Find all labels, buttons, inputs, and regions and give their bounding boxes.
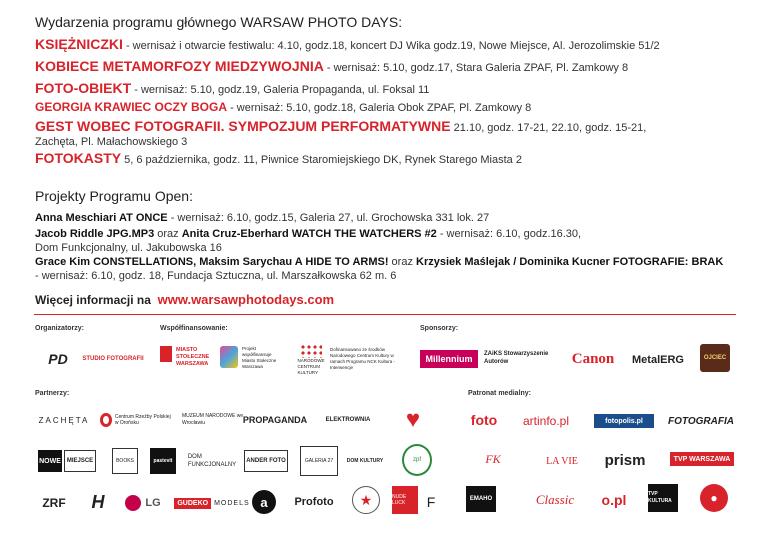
models-text: MODELS [214,499,250,507]
propaganda-logo: PROPAGANDA [242,415,308,425]
media-label: Patronat medialny: [468,390,532,397]
muzeum-logo: MUZEUM NARODOWE we Wrocławiu [182,413,244,426]
miejsce-logo: MIEJSCE [64,450,96,472]
ander-foto-logo: ANDER FOTO [244,450,288,472]
open-desc: - wernisaż: 6.10, godz.15, Galeria 27, ul. Grochowska 331 lok. 27 [167,212,490,224]
open-desc-cont: Dom Funkcjonalny, ul. Jakubowska 16 [35,242,222,254]
partners-label: Partnerzy: [35,390,70,397]
nude-luck-logo: NUDE LUCK [392,486,418,514]
zacheta-logo: ZACHĘTA [38,415,90,425]
gudeko-logo [177,494,250,512]
dom-funkcjonalny-logo: DOM FUNKCJONALNY [187,454,237,468]
classic-logo: Classic [535,492,575,507]
nck-cofinance-text: Dofinansowano ze środków Narodowego Centrum Kultury w ramach Programu NCK Kultura - Interwencje [330,347,396,370]
a-logo: a [252,490,276,514]
cofinancing-label: Współfinansowanie: [160,325,228,332]
warsaw-logo: MIASTO STOŁECZNE WARSZAWA [176,346,210,367]
website-link[interactable]: www.warsawphotodays.com [157,292,335,307]
event-title: FOTOKASTY [35,150,122,166]
elektrownia-logo: ELEKTROWNIA [325,417,371,423]
oronsko-text: Centrum Rzeźby Polskiej w Orońsku [114,414,171,426]
fork-icon: F [426,494,436,510]
open-line [35,212,489,224]
event-desc: - wernisaż i otwarcie festiwalu: 4.10, godz.18, koncert DJ Wika godz.19, Nowe Miejsce, Al. Jerozolimskie 51/2 [122,40,660,52]
event-line [35,58,628,74]
event-line [35,150,522,166]
open-desc: - wernisaż: 6.10, godz.16.30, [436,228,582,240]
warsaw-crest-icon [160,346,172,362]
event-line [35,36,660,52]
event-desc: 21.10, godz. 17-21, 22.10, godz. 15-21, [450,122,647,134]
heart-icon: ♥ [405,406,421,433]
millennium-logo: Millennium [420,350,478,368]
sponsors-label: Sponsorzy: [420,325,459,332]
round-media-logo: ● [700,484,728,512]
nck-dots-icon [300,344,322,358]
gudeko-text: GUDEKO [174,498,211,509]
event-line [35,80,429,96]
lg-circle-icon [125,495,141,511]
pd-logo: PD [48,351,68,367]
nck-text: NARODOWE CENTRUM KULTURY [297,358,325,375]
open-desc: oraz [388,256,417,268]
pastevit-logo: pastevit [150,448,176,474]
open-desc: oraz [154,228,182,240]
zrf-logo: ZRF [42,496,66,510]
profoto-logo: Profoto [294,496,334,508]
event-desc: - wernisaż: 5.10, godz.17, Stara Galeria ZPAF, Pl. Zamkowy 8 [323,62,629,74]
open-project: Krzysiek Maślejak / Dominika Kucner FOTOGRAFIE: BRAK [416,256,724,268]
lg-logo [118,492,168,514]
h-logo: H [91,491,105,512]
studio-logo: STUDIO FOTOGRAFII [82,356,144,362]
lg-text: LG [145,497,161,509]
nowe-logo: NOWE [38,450,62,472]
star-logo: ★ [352,486,380,514]
main-heading: Wydarzenia programu głównego WARSAW PHOTO DAYS: [35,14,403,30]
event-desc: - wernisaż: 5.10, godz.19, Galeria Propaganda, ul. Foksal 11 [131,84,430,96]
ojciec-logo: OJCIEC [700,344,730,372]
event-title: GEST WOBEC FOTOGRAFII. SYMPOZJUM PERFORMATYWNE [35,118,451,134]
dom-kultury-logo: DOM KULTURY [346,458,384,464]
cofinance-icon [220,346,238,368]
event-title: KSIĘŻNICZKI [35,36,123,52]
lavie-logo: LA VIE [546,455,578,467]
zaiks-logo: ZAiKS Stowarzyszenie Autorów [484,351,549,365]
event-title: GEORGIA KRAWIEC OCZY BOGA [35,100,228,114]
zpf-logo: zpf [402,444,432,476]
divider [34,314,736,315]
opl-logo: o.pl [601,492,627,508]
fotopolis-logo: fotopolis.pl [594,414,654,428]
more-info-label [35,292,334,307]
event-title: KOBIECE METAMORFOZY MIEDZYWOJNIA [35,58,324,74]
open-project: Jacob Riddle JPG.MP3 [35,228,155,240]
foto-logo: foto [470,412,498,428]
tvp-warszawa-logo: TVP WARSZAWA [670,452,734,466]
open-line [35,256,723,268]
canon-logo: Canon [571,350,615,367]
open-project: Grace Kim CONSTELLATIONS, Maksim Sarychau A HIDE TO ARMS! [35,256,389,268]
tvp-kultura-logo: TVP KULTURA [648,484,678,512]
prism-logo: prism [604,451,646,469]
event-desc-cont: Zachęta, Pl. Małachowskiego 3 [35,136,188,148]
event-line [35,118,646,134]
fotografia-logo: FOTOGRAFIA [668,415,734,427]
books-logo: BOOKS [112,448,138,474]
fk-logo: FK [485,451,501,466]
open-desc-cont: - wernisaż: 6.10, godz. 18, Fundacja Sztuczna, ul. Marszałkowska 62 m. 6 [35,270,397,282]
oronsko-ring-icon [100,413,112,427]
oronsko-logo [100,410,174,430]
metalerg-logo: MetalERG [632,354,684,366]
nck-logo [298,340,324,380]
artinfo-logo: artinfo.pl [522,414,570,428]
open-heading: Projekty Programu Open: [35,188,193,204]
event-title: FOTO-OBIEKT [35,80,132,96]
open-project: Anita Cruz-Eberhard WATCH THE WATCHERS #2 [181,228,437,240]
event-desc: - wernisaż: 5.10, godz.18, Galeria Obok ZPAF, Pl. Zamkowy 8 [227,102,532,114]
organizers-label: Organizatorzy: [35,325,85,332]
more-info-text: Więcej informacji na [35,293,151,307]
open-line [35,228,581,240]
cofinance-text: Projekt współfinansuje Miasto Stołeczne Warszawa [242,346,277,369]
open-project: Anna Meschiari AT ONCE [35,212,168,224]
event-desc: 5, 6 października, godz. 11, Piwnice Staromiejskiego DK, Rynek Starego Miasta 2 [121,154,522,166]
galeria27-logo: GALERIA 27 [300,446,338,476]
event-line [35,100,531,114]
emaho-logo: EMAHO [466,486,496,512]
